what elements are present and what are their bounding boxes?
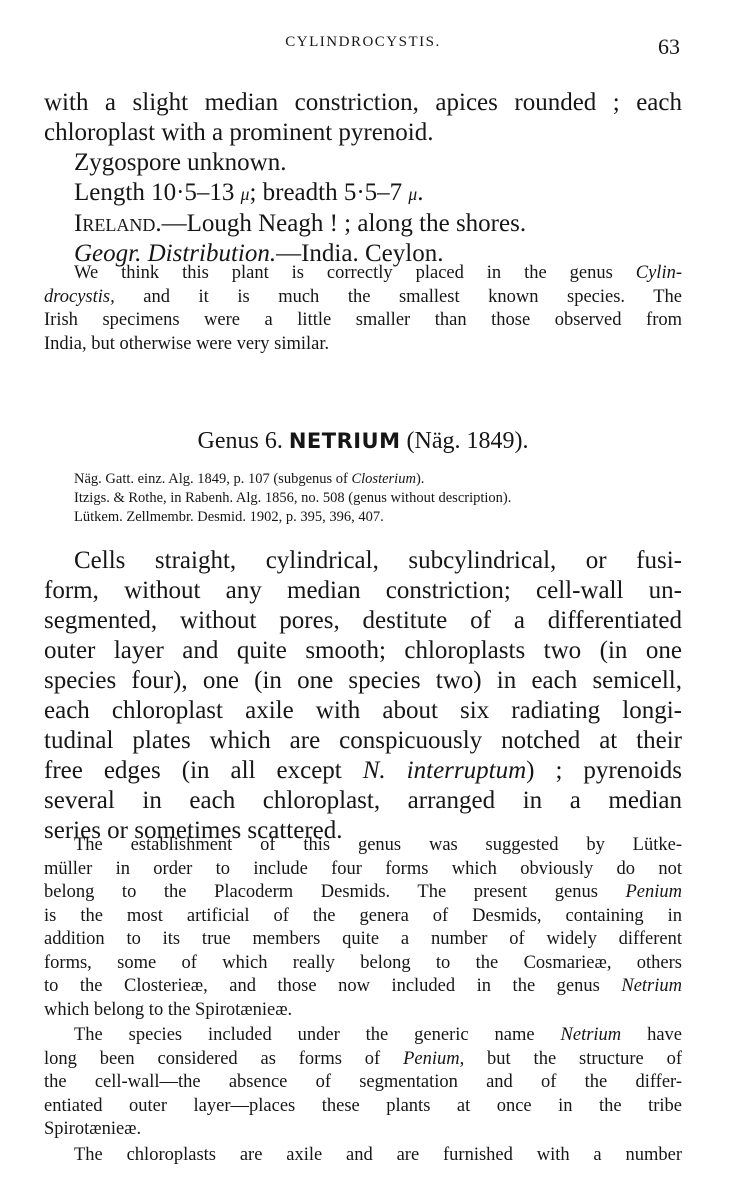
- species-description: [44, 88, 682, 269]
- genus-italic: Netrium: [560, 1025, 622, 1045]
- distribution-text: —India. Ceylon.: [276, 240, 444, 267]
- micron-symbol: μ: [408, 184, 418, 204]
- distribution-label: Geogr. Distribution.: [74, 240, 277, 267]
- genus-authority: (Näg. 1849).: [400, 428, 529, 454]
- dimensions-end: .: [417, 179, 424, 206]
- genus-heading: [44, 428, 682, 455]
- diagnosis-line: tudinal plates which are conspicuously notched at their: [44, 727, 682, 754]
- note-line: Irish specimens were a little smaller than those observed from: [44, 310, 682, 330]
- genus-number: Genus 6.: [197, 428, 289, 454]
- discussion-line: addition to its true members quite a number of widely different: [44, 929, 682, 949]
- discussion-text: to the Closterieæ, and those now included in the genus: [44, 976, 622, 996]
- running-head: [44, 34, 682, 58]
- discussion-line: entiated outer layer—places these plants at once in the tribe: [44, 1095, 682, 1116]
- note-line: [44, 262, 682, 286]
- citation-end: ).: [415, 471, 425, 487]
- diagnosis-line: series or sometimes scattered.: [44, 817, 343, 844]
- discussion-paragraph: [44, 1144, 682, 1168]
- genus-italic: Netrium: [621, 976, 682, 996]
- note-text: and it is much the smallest known species. The: [114, 286, 682, 307]
- discussion-line: Spirotænieæ.: [44, 1119, 142, 1139]
- diagnosis-line: [44, 756, 682, 786]
- genus-italic: Penium: [625, 882, 682, 902]
- discussion-text: have: [621, 1025, 682, 1045]
- discussion-line: [44, 975, 682, 999]
- discussion-line: müller in order to include four forms which obviously do not: [44, 858, 682, 879]
- discussion-paragraph: [44, 1024, 682, 1142]
- discussion-text: The species included under the generic name: [74, 1025, 561, 1045]
- ireland-label: Ireland.: [74, 210, 162, 237]
- discussion-line: [44, 1048, 682, 1072]
- diagnosis-line: each chloroplast axile with about six radiating longi-: [44, 697, 682, 724]
- citation-line: Lütkem. Zellmembr. Desmid. 1902, p. 395, 396, 407.: [74, 509, 384, 525]
- citation-italic: Closterium: [351, 471, 416, 487]
- diagnosis-text: free edges (in all except: [44, 757, 363, 784]
- diagnosis-line: form, without any median constriction; cell-wall un-: [44, 577, 682, 604]
- description-line: chloroplast with a prominent pyrenoid.: [44, 119, 434, 146]
- genus-italic: Penium,: [403, 1048, 465, 1069]
- discussion-text: belong to the Placoderm Desmids. The present genus: [44, 882, 626, 902]
- diagnosis-line: several in each chloroplast, arranged in a median: [44, 787, 682, 814]
- discussion-text: but the structure of: [464, 1048, 682, 1069]
- zygospore-line: Zygospore unknown.: [74, 149, 287, 176]
- note-line: [44, 286, 682, 310]
- citations: [44, 470, 682, 527]
- discussion-line: forms, some of which really belong to the Cosmarieæ, others: [44, 952, 682, 973]
- page-number: 63: [658, 34, 680, 59]
- diagnosis-line: species four), one (in one species two) in each semicell,: [44, 667, 682, 694]
- discussion-line: which belong to the Spirotænieæ.: [44, 999, 293, 1020]
- diagnosis-text: ) ; pyrenoids: [526, 757, 682, 784]
- micron-symbol: μ: [240, 184, 250, 204]
- ireland-line: [44, 209, 682, 239]
- ireland-text: —Lough Neagh ! ; along the shores.: [161, 210, 527, 237]
- dimensions-line: [44, 178, 682, 209]
- discussion-paragraph: [44, 834, 682, 1022]
- genus-name: NETRIUM: [288, 429, 401, 453]
- discussion-text: long been considered as forms of: [44, 1048, 404, 1069]
- breadth-text: ; breadth 5·5–7: [249, 179, 409, 206]
- diagnosis-line: Cells straight, cylindrical, subcylindrical, or fusi-: [74, 547, 682, 574]
- discussion-line: [44, 1024, 682, 1048]
- discussion-line: The establishment of this genus was suggested by Lütke-: [74, 835, 682, 855]
- discussion-line: the cell-wall—the absence of segmentation and of the differ-: [44, 1072, 682, 1092]
- note-line: India, but otherwise were very similar.: [44, 333, 330, 354]
- discussion-line: The chloroplasts are axile and are furnished with a number: [74, 1145, 682, 1165]
- note-text: We think this plant is correctly placed in the genus: [74, 263, 636, 283]
- length-text: Length 10·5–13: [74, 179, 241, 206]
- discussion-line: is the most artificial of the genera of Desmids, containing in: [44, 905, 682, 926]
- citation-line: Itzigs. & Rothe, in Rabenh. Alg. 1856, no. 508 (genus without description).: [74, 490, 512, 506]
- species-note: [44, 262, 682, 356]
- running-head-title: CYLINDROCYSTIS.: [285, 34, 441, 50]
- diagnosis-line: outer layer and quite smooth; chloroplasts two (in one: [44, 637, 682, 664]
- species-italic: N. interruptum: [362, 757, 527, 784]
- genus-italic: Cylin-: [635, 263, 682, 283]
- genus-italic: drocystis,: [44, 286, 115, 307]
- citation-text: Näg. Gatt. einz. Alg. 1849, p. 107 (subgenus of: [74, 471, 352, 487]
- description-line: with a slight median constriction, apices rounded ; each: [44, 89, 682, 116]
- book-page: [44, 0, 682, 1200]
- genus-diagnosis: [44, 546, 682, 846]
- discussion-line: [44, 881, 682, 905]
- diagnosis-line: segmented, without pores, destitute of a differentiated: [44, 607, 682, 634]
- citation-line: [74, 470, 682, 489]
